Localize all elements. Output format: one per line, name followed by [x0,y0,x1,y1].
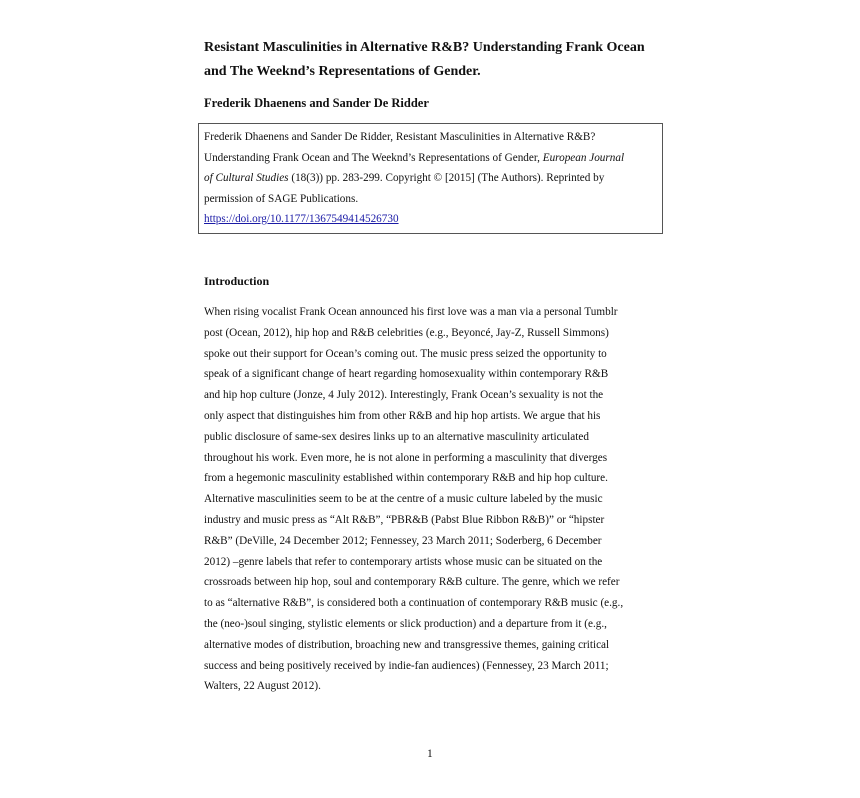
body-line: only aspect that distinguishes him from other R&B and hip hop artists. We argue that his [204,409,601,422]
body-line: and hip hop culture (Jonze, 4 July 2012). Interestingly, Frank Ocean’s sexuality is not the [204,389,604,402]
body-paragraph [204,302,664,697]
body-line: R&B” (DeVille, 24 December 2012; Fennessey, 23 March 2011; Soderberg, 6 December [204,534,602,547]
citation-box [198,123,663,234]
citation-line-3 [204,168,660,189]
body-line: Walters, 22 August 2012). [204,680,321,693]
citation-line-2-text: Understanding Frank Ocean and The Weeknd’s Representations of Gender, [204,151,543,164]
body-line: to as “alternative R&B”, is considered both a continuation of contemporary R&B music (e.g., [204,597,624,610]
body-line: throughout his work. Even more, he is not alone in performing a masculinity that diverges [204,451,608,464]
doi-link[interactable]: https://doi.org/10.1177/1367549414526730 [204,213,399,225]
body-line: crossroads between hip hop, soul and contemporary R&B culture. The genre, which we refer [204,576,620,589]
journal-name-part-1: European Journal [542,151,625,164]
title-line-1: Resistant Masculinities in Alternative R&B? Understanding Frank Ocean [204,40,645,55]
journal-name-part-2: of Cultural Studies [204,172,289,184]
citation-line-2 [204,148,660,169]
citation-line-4: permission of SAGE Publications. [204,192,359,205]
citation-line-1: Frederik Dhaenens and Sander De Ridder, Resistant Masculinities in Alternative R&B? [204,131,596,143]
body-line: success and being positively received by indie-fan audiences) (Fennessey, 23 March 2011; [204,659,609,672]
title-line-2: and The Weeknd’s Representations of Gender. [204,64,481,79]
body-line: post (Ocean, 2012), hip hop and R&B celebrities (e.g., Beyoncé, Jay-Z, Russell Simmons) [204,326,609,339]
citation-text [204,127,660,230]
body-line: public disclosure of same-sex desires links up to an alternative masculinity articulated [204,430,589,443]
body-line: speak of a significant change of heart regarding homosexuality within contemporary R&B [204,368,609,381]
body-line: When rising vocalist Frank Ocean announced his first love was a man via a personal Tumblr [204,306,618,318]
body-line: from a hegemonic masculinity established within contemporary R&B and hip hop culture. [204,472,608,485]
body-line: Alternative masculinities seem to be at the centre of a music culture labeled by the music [204,493,603,506]
body-line: alternative modes of distribution, broaching new and transgressive themes, gaining critical [204,638,610,651]
paper-authors: Frederik Dhaenens and Sander De Ridder [204,96,429,110]
paper-title [204,36,664,84]
body-line: 2012) –genre labels that refer to contemporary artists whose music can be situated on the [204,555,603,568]
body-line: the (neo-)soul singing, stylistic elements or slick production) and a departure from it (e.g., [204,617,607,630]
page-number: 1 [427,748,433,760]
body-line: spoke out their support for Ocean’s coming out. The music press seized the opportunity to [204,347,607,360]
citation-line-3-text: (18(3)) pp. 283-299. Copyright © [2015] (The Authors). Reprinted by [288,172,605,184]
body-line: industry and music press as “Alt R&B”, “PBR&B (Pabst Blue Ribbon R&B)” or “hipster [204,513,605,526]
section-heading-introduction: Introduction [204,274,270,288]
doi-line [204,209,660,230]
